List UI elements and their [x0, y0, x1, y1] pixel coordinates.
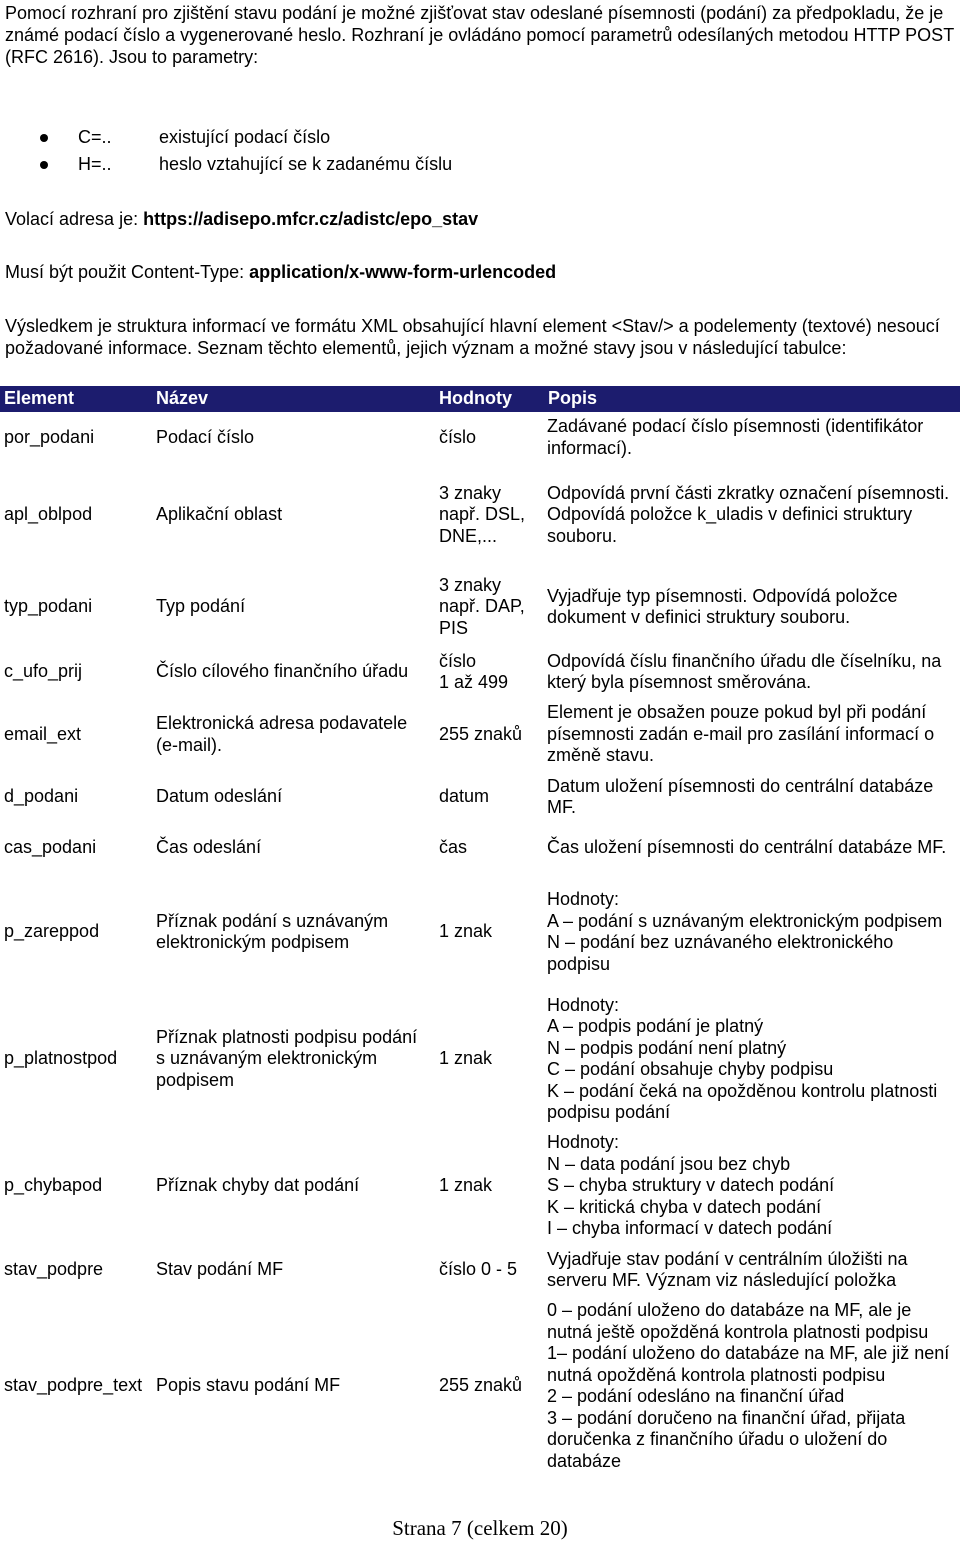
- page-footer: Strana 7 (celkem 20): [392, 1516, 568, 1540]
- values-cell: 1 znak: [439, 1175, 493, 1196]
- endpoint-line: [5, 208, 478, 230]
- element-cell: p_chybapod: [4, 1175, 103, 1196]
- description-cell: Čas uložení písemnosti do centrální databáze MF.: [547, 837, 947, 858]
- bullet-icon: [40, 134, 48, 142]
- name-cell: Datum odeslání: [156, 786, 283, 807]
- column-header-values: Hodnoty: [435, 386, 544, 412]
- name-cell: Číslo cílového finančního úřadu: [156, 661, 409, 682]
- table-row: [0, 874, 960, 990]
- description-cell: Hodnoty: A – podání s uznávaným elektronickým podpisem N – podání bez uznávaného elektronického podpisu: [547, 889, 943, 974]
- description-cell: Zadávané podací číslo písemnosti (identifikátor informací).: [547, 416, 924, 458]
- name-cell: Příznak platnosti podpisu podání s uznávaným elektronickým podpisem: [156, 1026, 418, 1090]
- element-cell: p_platnostpod: [4, 1048, 118, 1069]
- content-type-line: [5, 261, 556, 283]
- table-row: [0, 822, 960, 874]
- description-cell: 0 – podání uloženo do databáze na MF, ale je nutná ještě opožděná kontrola platnosti podpisu 1– podání uloženo do databáze na MF, ale již není nutná opožděná kontrola platnosti podpisu 2 – podání odesláno na finanční úřad 3 – podání doručeno na finanční úřad, přijata doručenka z finančního úřadu o uložení do databáze: [547, 1300, 950, 1471]
- description-cell: Hodnoty: A – podpis podání je platný N – podpis podání není platný C – podání obsahuje chyby podpisu K – podání čeká na opožděnou kontrolu platnosti podpisu podání: [547, 994, 938, 1122]
- values-cell: 3 znaky např. DAP, PIS: [439, 574, 525, 638]
- parameter-list: [40, 126, 452, 180]
- description-cell: Vyjadřuje stav podání v centrálním úložišti na serveru MF. Význam viz následující položka: [547, 1248, 908, 1290]
- name-cell: Příznak podání s uznávaným elektronickým podpisem: [156, 910, 389, 952]
- parameter-item: [40, 153, 452, 180]
- name-cell: Stav podání MF: [156, 1259, 284, 1280]
- name-cell: Čas odeslání: [156, 837, 262, 858]
- parameter-description: existující podací číslo: [159, 127, 331, 147]
- table-row: [0, 647, 960, 697]
- element-cell: stav_podpre: [4, 1259, 104, 1280]
- description-cell: Vyjadřuje typ písemnosti. Odpovídá položce dokument v definici struktury souboru.: [547, 585, 898, 627]
- values-cell: 1 znak: [439, 921, 493, 942]
- content-type-value: application/x-www-form-urlencoded: [249, 262, 557, 282]
- table-row: [0, 697, 960, 772]
- values-cell: číslo 0 - 5: [439, 1259, 518, 1280]
- table-row: [0, 1296, 960, 1476]
- element-cell: email_ext: [4, 723, 82, 744]
- element-cell: c_ufo_prij: [4, 661, 83, 682]
- content-type-label: Musí být použit Content-Type:: [5, 262, 250, 282]
- name-cell: Popis stavu podání MF: [156, 1375, 341, 1396]
- parameter-key: C=..: [78, 127, 112, 147]
- element-cell: stav_podpre_text: [4, 1375, 143, 1396]
- parameter-description: heslo vztahující se k zadanému číslu: [159, 154, 453, 174]
- description-cell: Odpovídá číslu finančního úřadu dle číselníku, na který byla písemnost směrována.: [547, 650, 942, 692]
- bullet-icon: [40, 161, 48, 169]
- column-header-element: Element: [0, 386, 152, 412]
- element-cell: cas_podani: [4, 837, 97, 858]
- description-cell: Odpovídá první části zkratky označení písemnosti. Odpovídá položce k_uladis v definici struktury souboru.: [547, 482, 950, 546]
- element-cell: por_podani: [4, 426, 95, 447]
- name-cell: Podací číslo: [156, 426, 255, 447]
- values-cell: datum: [439, 786, 490, 807]
- table-header-row: [0, 386, 960, 412]
- description-cell: Datum uložení písemnosti do centrální databáze MF.: [547, 775, 934, 817]
- result-paragraph: Výsledkem je struktura informací ve formátu XML obsahující hlavní element <Stav/> a podelementy (textové) nesoucí požadované informace. Seznam těchto elementů, jejich význam a možné stavy jsou v následující tabulce:: [5, 316, 940, 358]
- values-cell: číslo 1 až 499: [439, 650, 509, 692]
- values-cell: 255 znaků: [439, 1375, 523, 1396]
- name-cell: Aplikační oblast: [156, 504, 283, 525]
- intro-paragraph: Pomocí rozhraní pro zjištění stavu podání je možné zjišťovat stav odeslané písemnosti (podání) za předpokladu, že je známé podací číslo a vygenerované heslo. Rozhraní je ovládáno pomocí parametrů odesílaných metodou HTTP POST (RFC 2616). Jsou to parametry:: [5, 3, 954, 67]
- element-cell: typ_podani: [4, 596, 93, 617]
- element-cell: p_zareppod: [4, 921, 100, 942]
- values-cell: čas: [439, 837, 468, 858]
- name-cell: Příznak chyby dat podání: [156, 1175, 360, 1196]
- values-cell: 255 znaků: [439, 723, 523, 744]
- description-cell: Hodnoty: N – data podání jsou bez chyb S – chyba struktury v datech podání K – kritická chyba v datech podání I – chyba informací v datech podání: [547, 1132, 835, 1239]
- name-cell: Elektronická adresa podavatele (e-mail).: [156, 713, 408, 755]
- table-row: [0, 1128, 960, 1244]
- values-cell: číslo: [439, 426, 477, 447]
- table-row: [0, 990, 960, 1128]
- column-header-name: Název: [152, 386, 435, 412]
- table-row: [0, 412, 960, 463]
- table-row: [0, 1244, 960, 1296]
- element-cell: d_podani: [4, 786, 79, 807]
- values-cell: 1 znak: [439, 1048, 493, 1069]
- table-row: [0, 567, 960, 647]
- column-header-description: Popis: [544, 386, 960, 412]
- table-row: [0, 463, 960, 567]
- elements-table: [0, 386, 960, 1476]
- description-cell: Element je obsažen pouze pokud byl při podání písemnosti zadán e-mail pro zasílání informací o změně stavu.: [547, 702, 935, 766]
- element-cell: apl_oblpod: [4, 504, 93, 525]
- endpoint-url: https://adisepo.mfcr.cz/adistc/epo_stav: [143, 209, 479, 229]
- table-row: [0, 772, 960, 822]
- endpoint-label: Volací adresa je:: [5, 209, 144, 229]
- parameter-item: [40, 126, 452, 153]
- name-cell: Typ podání: [156, 596, 246, 617]
- parameter-key: H=..: [78, 154, 112, 174]
- values-cell: 3 znaky např. DSL, DNE,...: [439, 482, 526, 546]
